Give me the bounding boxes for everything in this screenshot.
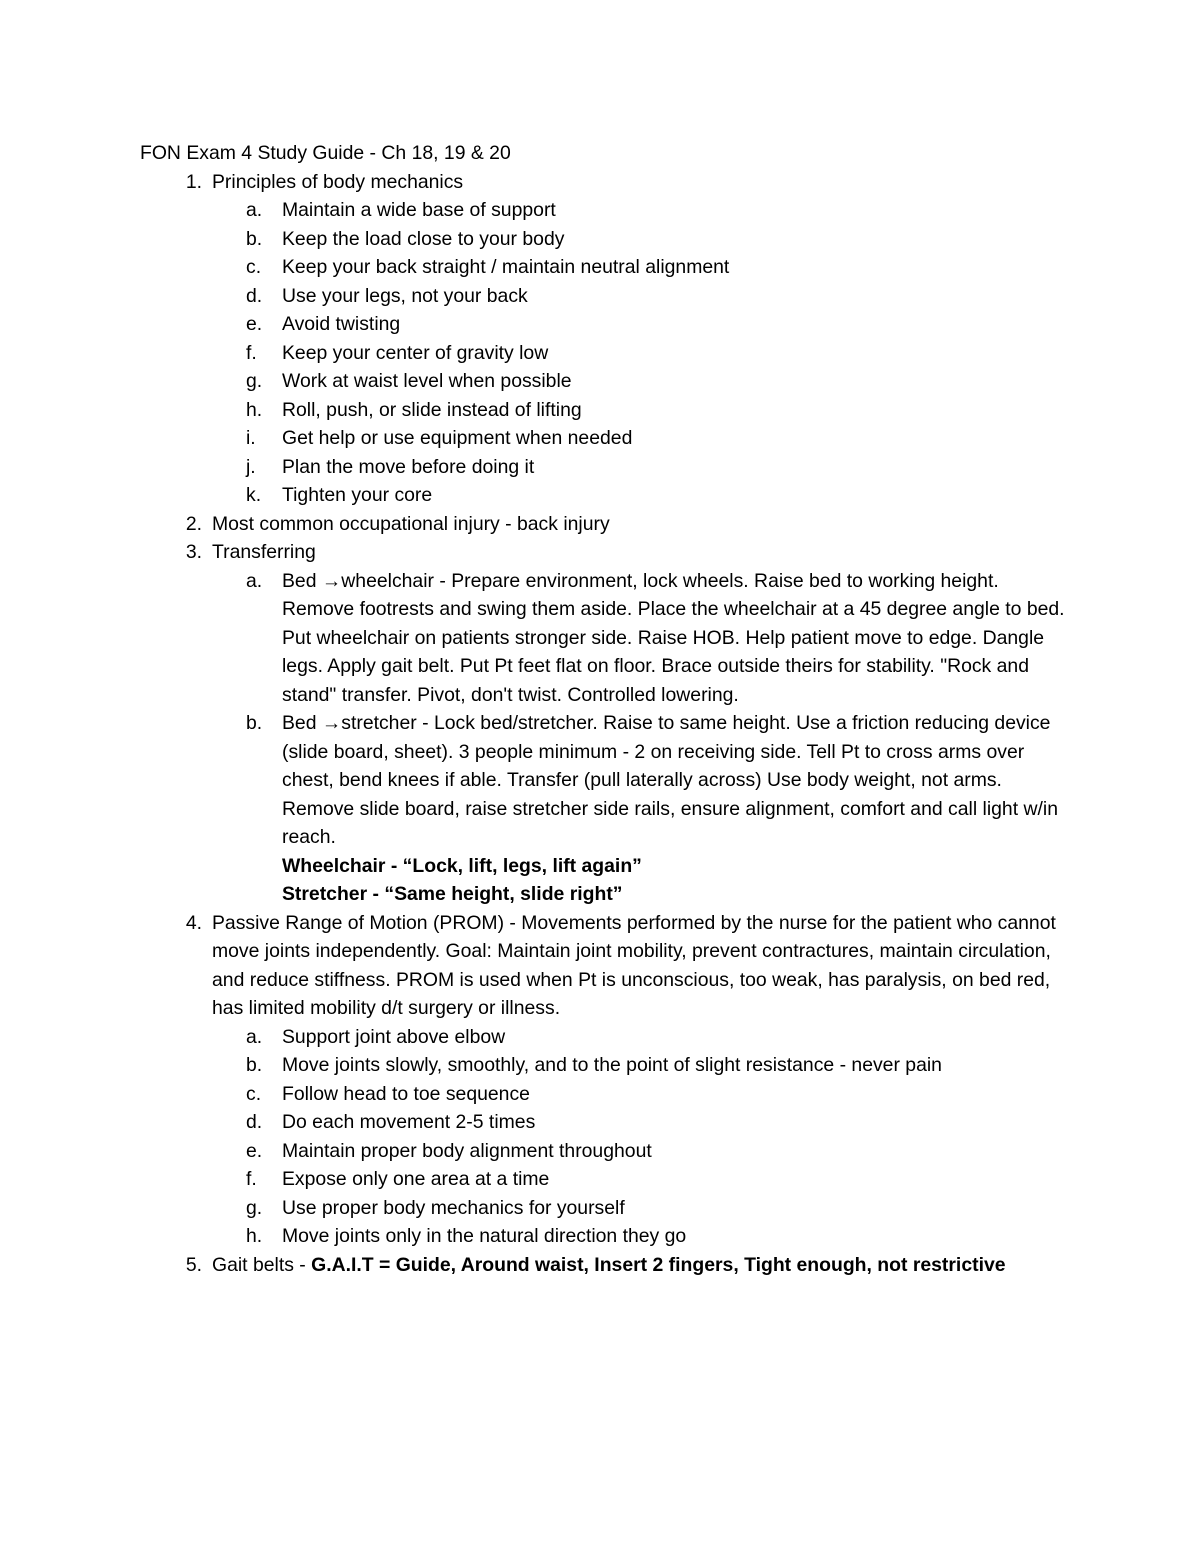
sub-list-item xyxy=(140,1023,1070,1052)
sub-list-item-text: Expose only one area at a time xyxy=(282,1168,550,1190)
document-body xyxy=(140,139,1070,1279)
sub-list-item xyxy=(140,396,1070,425)
sub-list-letter: b. xyxy=(246,1054,263,1076)
sub-list-item-text: Support joint above elbow xyxy=(282,1025,506,1048)
sub-list-letter: j. xyxy=(246,455,256,478)
sub-list-letter: f. xyxy=(246,1168,257,1190)
sub-list-letter: h. xyxy=(246,1225,263,1247)
sub-list-item-text: Bed →wheelchair - Prepare environment, lock wheels. Raise bed to working height. Remove footrests and swing them aside. Place the wheelchair at a 45 degree angle to bed. Put wheelchair on patients stronger side. Raise HOB. Help patient move to edge. Dangle legs. Apply gait belt. Put Pt feet flat on floor. Brace outside theirs for stability. "Rock and stand" transfer. Pivot, don't twist. Controlled lowering. xyxy=(282,569,1065,706)
sub-list-item-text: Move joints only in the natural direction they go xyxy=(282,1225,687,1247)
sub-list-letter: a. xyxy=(246,569,263,592)
sub-list-item-bed-stretcher xyxy=(140,709,1070,909)
list-item-prom xyxy=(140,909,1070,1251)
sub-list-item-text: Plan the move before doing it xyxy=(282,455,535,478)
list-number: 3. xyxy=(185,541,202,563)
sub-list-item-text: Get help or use equipment when needed xyxy=(282,427,633,449)
sub-list-item-text: Maintain proper body alignment throughout xyxy=(282,1139,652,1162)
sub-list-item xyxy=(140,1165,1070,1194)
sub-list-item xyxy=(140,196,1070,225)
sub-list-item xyxy=(140,481,1070,510)
list-number: 2. xyxy=(185,512,202,535)
list-number: 1. xyxy=(185,170,202,193)
sub-list-letter: g. xyxy=(246,1196,263,1219)
list-number: 5. xyxy=(185,1253,202,1276)
sub-list-letter: d. xyxy=(246,284,263,307)
list-item-body-mechanics xyxy=(140,168,1070,510)
sub-list-item xyxy=(140,1108,1070,1137)
sub-list-letter: a. xyxy=(246,1025,263,1048)
sub-list-letter: c. xyxy=(246,1082,262,1105)
sub-list-item-text: Avoid twisting xyxy=(282,313,401,335)
sub-list-item xyxy=(140,225,1070,254)
sub-list-letter: e. xyxy=(246,1139,263,1162)
sub-list-item-text: Keep the load close to your body xyxy=(282,227,565,250)
sub-list xyxy=(140,567,1070,909)
sub-list-item-text: Follow head to toe sequence xyxy=(282,1082,530,1105)
sub-list-letter: b. xyxy=(246,227,263,250)
list-item-text: Passive Range of Motion (PROM) - Movements performed by the nurse for the patient who cannot move joints independently. Goal: Maintain joint mobility, prevent contractures, maintain circulation, and reduce stiffness. PROM is used when Pt is unconscious, too weak, has paralysis, on bed red, has limited mobility d/t surgery or illness. xyxy=(212,911,1056,1019)
sub-list-letter: h. xyxy=(246,398,263,421)
sub-list-letter: e. xyxy=(246,313,263,335)
sub-list-letter: b. xyxy=(246,712,263,734)
sub-list-item xyxy=(140,367,1070,396)
sub-list-item xyxy=(140,1137,1070,1166)
sub-list-item-text: Keep your back straight / maintain neutral alignment xyxy=(282,256,730,278)
mnemonic-wheelchair: Wheelchair - “Lock, lift, legs, lift again” xyxy=(282,854,642,877)
sub-list xyxy=(140,196,1070,510)
sub-list-item xyxy=(140,1080,1070,1109)
sub-list-item-text: Keep your center of gravity low xyxy=(282,341,549,364)
sub-list-item-bed-wheelchair xyxy=(140,567,1070,710)
sub-list-item xyxy=(140,1051,1070,1080)
sub-list-letter: i. xyxy=(246,427,256,449)
sub-list-item-text: Do each movement 2-5 times xyxy=(282,1111,536,1133)
sub-list-letter: a. xyxy=(246,199,263,221)
gait-mnemonic: G.A.I.T = Guide, Around waist, Insert 2 fingers, Tight enough, not restrictive xyxy=(311,1253,1006,1276)
list-item-transferring xyxy=(140,538,1070,909)
list-item-text: Principles of body mechanics xyxy=(212,170,464,193)
sub-list-item-text: Move joints slowly, smoothly, and to the point of slight resistance - never pain xyxy=(282,1054,942,1076)
sub-list-item xyxy=(140,339,1070,368)
sub-list-item xyxy=(140,424,1070,453)
sub-list-item-text: Maintain a wide base of support xyxy=(282,199,556,221)
sub-list-item-text: Use your legs, not your back xyxy=(282,284,528,307)
sub-list-item xyxy=(140,310,1070,339)
sub-list-item xyxy=(140,253,1070,282)
list-item-gait-belts xyxy=(140,1251,1070,1280)
list-item-text: Transferring xyxy=(212,541,316,563)
sub-list-item-text: Work at waist level when possible xyxy=(282,370,572,392)
sub-list-item xyxy=(140,1222,1070,1251)
sub-list xyxy=(140,1023,1070,1251)
sub-list-letter: c. xyxy=(246,256,262,278)
document-title: FON Exam 4 Study Guide - Ch 18, 19 & 20 xyxy=(140,142,511,164)
sub-list-item-text: Use proper body mechanics for yourself xyxy=(282,1196,625,1219)
mnemonic-stretcher: Stretcher - “Same height, slide right” xyxy=(282,883,623,905)
sub-list-letter: g. xyxy=(246,370,263,392)
sub-list-letter: f. xyxy=(246,341,257,364)
sub-list-letter: k. xyxy=(246,484,262,506)
list-item-text: Most common occupational injury - back injury xyxy=(212,512,610,535)
sub-list-item-text: Bed →stretcher - Lock bed/stretcher. Raise to same height. Use a friction reducing device (slide board, sheet). 3 people minimum - 2 on receiving side. Tell Pt to cross arms over chest, bend knees if able. Transfer (pull laterally across) Use body weight, not arms. Remove slide board, raise stretcher side rails, ensure alignment, comfort and call light w/in reach. xyxy=(282,712,1058,848)
sub-list-item xyxy=(140,1194,1070,1223)
main-list xyxy=(140,168,1070,1280)
list-number: 4. xyxy=(185,911,202,934)
sub-list-item-text: Tighten your core xyxy=(282,484,433,506)
sub-list-item-text: Roll, push, or slide instead of lifting xyxy=(282,398,582,421)
sub-list-letter: d. xyxy=(246,1111,263,1133)
list-item-occupational-injury xyxy=(140,510,1070,539)
sub-list-item xyxy=(140,453,1070,482)
sub-list-item xyxy=(140,282,1070,311)
list-item-text: Gait belts - xyxy=(212,1253,312,1276)
